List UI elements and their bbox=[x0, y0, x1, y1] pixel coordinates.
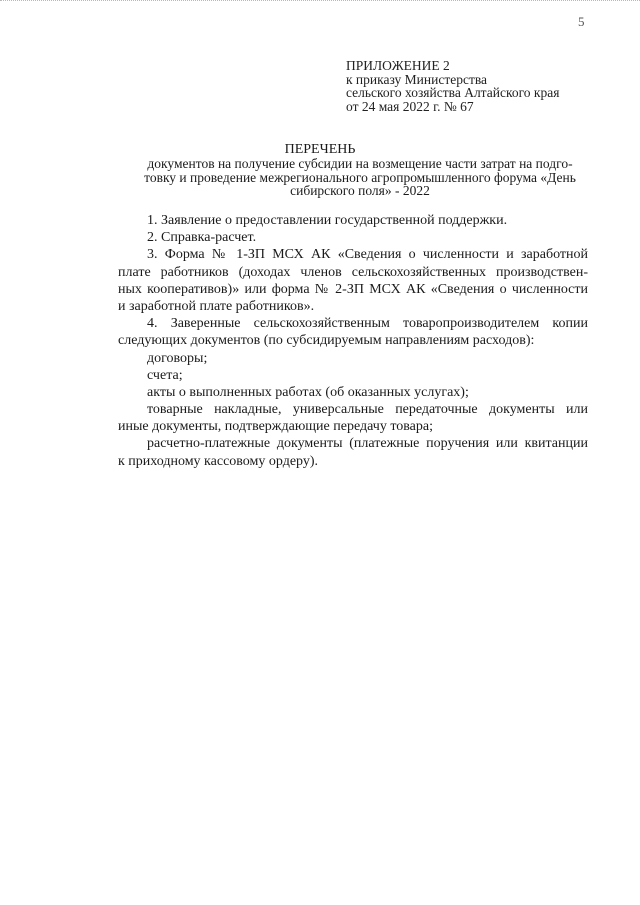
appendix-line: сельского хозяйства Алтайского края bbox=[346, 85, 560, 101]
list-item-continuation: и заработной плате работников». bbox=[118, 298, 315, 314]
subtitle-line: документов на получение субсидии на возмещение части затрат на подго- bbox=[147, 156, 573, 171]
scan-edge bbox=[0, 0, 640, 3]
appendix-line: от 24 мая 2022 г. № 67 bbox=[346, 98, 474, 114]
document-body bbox=[118, 212, 588, 470]
sub-item-continuation: к приходному кассовому ордеру). bbox=[118, 453, 319, 469]
subtitle-line: сибирского поля» - 2022 bbox=[290, 183, 430, 199]
appendix-header bbox=[346, 59, 559, 113]
list-item: 2. Справка-расчет. bbox=[147, 230, 257, 246]
subtitle-line: товку и проведение межрегионального агропромышленного форума «День bbox=[144, 169, 576, 185]
sub-item: акты о выполненных работах (об оказанных услугах); bbox=[147, 384, 469, 400]
sub-item: товарные накладные, универсальные передаточные документы или bbox=[147, 402, 588, 418]
list-item: 1. Заявление о предоставлении государственной поддержки. bbox=[147, 213, 508, 228]
appendix-line: ПРИЛОЖЕНИЕ 2 bbox=[346, 58, 450, 73]
document-title: ПЕРЕЧЕНЬ bbox=[284, 142, 356, 157]
list-item-continuation: следующих документов (по субсидируемым направлениям расходов): bbox=[118, 333, 535, 349]
list-item-continuation: ных кооперативов)» или форма № 2-ЗП МСХ АК «Сведения о численности bbox=[118, 281, 588, 297]
appendix-line: к приказу Министерства bbox=[346, 71, 488, 87]
sub-item-continuation: иные документы, подтверждающие передачу товара; bbox=[118, 419, 433, 435]
list-item: 4. Заверенные сельскохозяйственным товаропроизводителем копии bbox=[147, 316, 588, 332]
list-item: 3. Форма № 1-ЗП МСХ АК «Сведения о численности и заработной bbox=[147, 247, 588, 263]
page-number: 5 bbox=[578, 14, 585, 29]
document-subtitle bbox=[118, 157, 602, 198]
sub-item: договоры; bbox=[147, 350, 208, 366]
sub-item: счета; bbox=[147, 367, 183, 383]
list-item-continuation: плате работников (доходах членов сельскохозяйственных производствен- bbox=[118, 264, 588, 280]
sub-item: расчетно-платежные документы (платежные поручения или квитанции bbox=[147, 436, 588, 452]
